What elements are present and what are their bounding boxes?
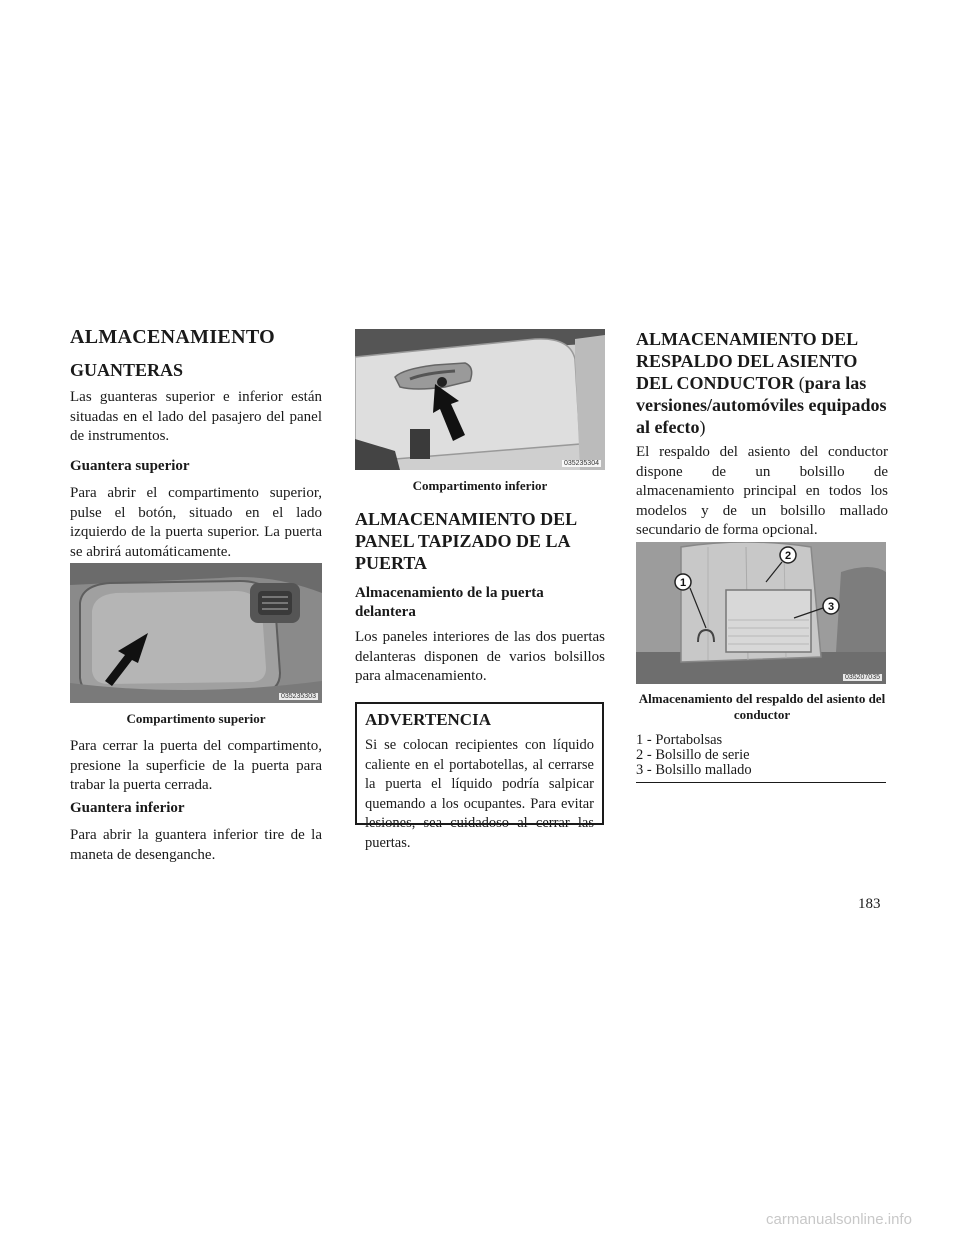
intro-paragraph: Las guanteras superior e inferior están situadas en el lado del pasajero del panel de instrumentos. <box>70 389 322 444</box>
callout-2: 2 <box>784 550 792 562</box>
section-heading-main: ALMACENAMIENTO DEL RESPALDO DEL ASIENTO DEL CONDUCTOR <box>636 329 858 393</box>
section-heading-respaldo <box>636 328 888 438</box>
figure-compartimento-superior <box>70 563 322 703</box>
glovebox-lower-illustration <box>355 329 605 470</box>
callout-1: 1 <box>679 577 687 589</box>
page-title: ALMACENAMIENTO <box>70 326 275 348</box>
section-heading-panel-puerta: ALMACENAMIENTO DEL PANEL TAPIZADO DE LA PUERTA <box>355 509 577 573</box>
figure-caption-inferior: Compartimento inferior <box>412 478 548 493</box>
figure-code: 035235303 <box>280 693 316 700</box>
guantera-inferior-paragraph: Para abrir la guantera inferior tire de la maneta de desenganche. <box>70 827 322 863</box>
legend-item: 2 - Bolsillo de serie <box>636 747 750 763</box>
figure-respaldo-asiento <box>636 542 886 684</box>
legend-item: 1 - Portabolsas <box>636 732 723 748</box>
section-heading-paren-text: para las versiones/automóviles equipados al efecto <box>636 373 887 437</box>
legend-item: 3 - Bolsillo mallado <box>636 762 752 778</box>
figure-code: 035235304 <box>563 460 599 467</box>
callout-3: 3 <box>827 601 835 613</box>
figure-compartimento-inferior <box>355 329 605 470</box>
page-number: 183 <box>858 896 881 912</box>
warning-title: ADVERTENCIA <box>365 710 491 729</box>
guantera-superior-paragraph: Para abrir el compartimento superior, pulse el botón, situado en el lado izquierdo de la puerta superior. La puerta se abrirá automáticamente. <box>70 485 322 560</box>
subheading-guantera-superior: Guantera superior <box>70 458 190 474</box>
figure-code: 035207035 <box>844 674 880 681</box>
figure-caption-superior: Compartimento superior <box>126 711 266 726</box>
section-heading-paren-open: ( <box>798 373 805 393</box>
glovebox-upper-illustration <box>70 563 322 703</box>
section-heading-paren-close: ) <box>699 417 706 437</box>
warning-text: Si se colocan recipientes con líquido caliente en el portabotellas, al cerrarse la puerta el líquido podría salpicar quemando a los ocupantes. Para evitar lesiones, sea cuidadoso al cerrar las puertas. <box>365 737 594 851</box>
figure-caption-respaldo: Almacenamiento del respaldo del asiento del conductor <box>638 691 886 722</box>
seatback-storage-illustration <box>636 542 886 684</box>
subheading-puerta-delantera: Almacenamiento de la puerta delantera <box>355 585 544 620</box>
section-heading-guanteras: GUANTERAS <box>70 360 184 380</box>
figure-legend <box>636 733 888 778</box>
close-door-paragraph: Para cerrar la puerta del compartimento, presione la superficie de la puerta para trabar la puerta cerrada. <box>70 738 322 793</box>
warning-box <box>355 702 604 851</box>
watermark: carmanualsonline.info <box>766 1211 912 1228</box>
respaldo-paragraph: El respaldo del asiento del conductor dispone de un bolsillo de almacenamiento principal en todos los modelos y de un bolsillo mallado secundario de forma opcional. <box>636 444 888 538</box>
subheading-guantera-inferior: Guantera inferior <box>70 800 185 816</box>
legend-divider <box>636 782 886 783</box>
puerta-delantera-paragraph: Los paneles interiores de las dos puertas delanteras disponen de varios bolsillos para almacenamiento. <box>355 629 605 684</box>
